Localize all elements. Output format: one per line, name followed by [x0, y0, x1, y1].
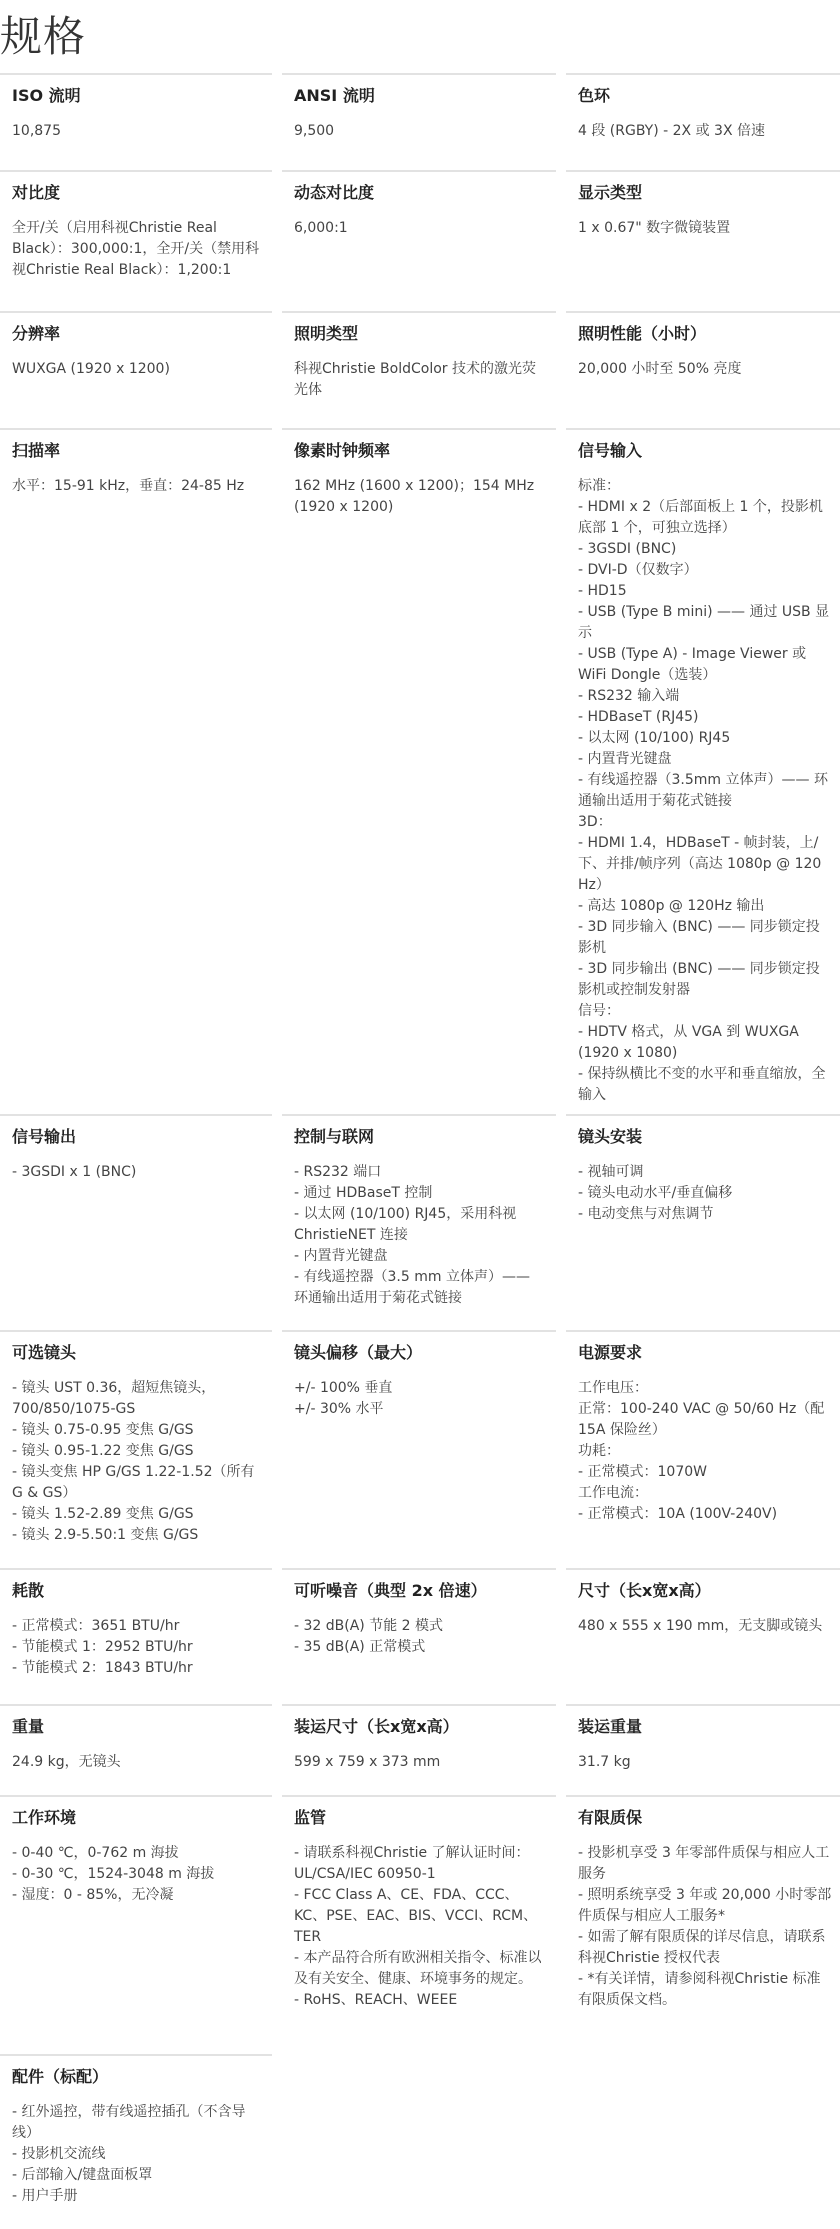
spec-value: - 视轴可调 - 镜头电动水平/垂直偏移 - 电动变焦与对焦调节: [578, 1164, 733, 1222]
spec-heat-dissipation: [0, 1568, 272, 1679]
spec-label: 装运重量: [578, 1717, 643, 1736]
spec-value: 科视Christie BoldColor 技术的激光荧光体: [294, 361, 536, 398]
spec-value: 标准： - HDMI x 2（后部面板上 1 个，投影机底部 1 个，可独立选择） - 3GSDI (BNC) - DVI-D（仅数字） - HD15 - USB (Type B mini) —— 通过 USB 显示 - USB (Type A) - Image Viewer 或 WiFi Dongle（选装） - RS232 输入端 - HDBaseT (RJ45) - 以太网 (10/100) RJ45 - 内置背光键盘 - 有线遥控器（3.5mm 立体声）—— 环通输出适用于菊花式链接 3D： - HDMI 1.4，HDBaseT - 帧封装，上/下、并排/帧序列（高达 1080p @ 120 Hz） - 高达 1080p @ 120Hz 输出 - 3D 同步输入 (BNC) —— 同步锁定投影机 - 3D 同步输出 (BNC) —— 同步锁定投影机或控制发射器 信号： - HDTV 格式，从 VGA 到 WUXGA (1920 x 1080) - 保持纵横比不变的水平和垂直缩放，全输入: [578, 478, 830, 1103]
spec-label: 可选镜头: [12, 1343, 77, 1362]
spec-shipping-dimensions: [282, 1704, 556, 1773]
spec-label: 动态对比度: [294, 183, 375, 202]
spec-audible-noise: [282, 1568, 556, 1658]
spec-label: 监管: [294, 1808, 327, 1827]
spec-label: 电源要求: [578, 1343, 643, 1362]
spec-label: ISO 流明: [12, 86, 81, 105]
spec-label: 有限质保: [578, 1808, 643, 1827]
spec-scan-rate: [0, 428, 272, 497]
spec-value: - 32 dB(A) 节能 2 模式 - 35 dB(A) 正常模式: [294, 1618, 444, 1655]
spec-value: - 正常模式：3651 BTU/hr - 节能模式 1：2952 BTU/hr - 节能模式 2：1843 BTU/hr: [12, 1618, 193, 1676]
spec-control-networking: [282, 1114, 556, 1309]
spec-value: 162 MHz (1600 x 1200)；154 MHz (1920 x 1200): [294, 478, 535, 515]
spec-label: 像素时钟频率: [294, 441, 391, 460]
spec-iso-lumens: [0, 73, 272, 142]
spec-label: 耗散: [12, 1581, 45, 1600]
spec-signal-output: [0, 1114, 272, 1183]
spec-label: 可听噪音（典型 2x 倍速）: [294, 1581, 487, 1600]
spec-value: 1 x 0.67" 数字微镜装置: [578, 220, 731, 236]
spec-resolution: [0, 311, 272, 380]
spec-value: WUXGA (1920 x 1200): [12, 361, 170, 377]
spec-value: 20,000 小时至 50% 亮度: [578, 361, 742, 377]
spec-value: 工作电压： 正常：100-240 VAC @ 50/60 Hz（配 15A 保险丝） 功耗： - 正常模式：1070W 工作电流： - 正常模式：10A (100V-240V): [578, 1380, 825, 1522]
spec-label: 扫描率: [12, 441, 61, 460]
spec-label: 对比度: [12, 183, 61, 202]
spec-ansi-lumens: [282, 73, 556, 142]
spec-value: - 0-40 ℃，0-762 m 海拔 - 0-30 ℃，1524-3048 m 海拔 - 湿度：0 - 85%，无冷凝: [12, 1845, 215, 1903]
spec-lens-mount: [566, 1114, 840, 1225]
spec-label: 照明类型: [294, 324, 359, 343]
spec-dimensions: [566, 1568, 840, 1637]
spec-label: 装运尺寸（长x宽x高）: [294, 1717, 459, 1736]
spec-value: 全开/关（启用科视Christie Real Black）：300,000:1，全开/关（禁用科视Christie Real Black）：1,200:1: [12, 220, 260, 278]
spec-warranty: [566, 1795, 840, 2011]
spec-value: 水平：15-91 kHz，垂直：24-85 Hz: [12, 478, 245, 494]
spec-dynamic-contrast: [282, 170, 556, 239]
spec-value: 4 段 (RGBY) - 2X 或 3X 倍速: [578, 123, 765, 139]
spec-shipping-weight: [566, 1704, 840, 1773]
spec-label: 信号输出: [12, 1127, 77, 1146]
spec-weight: [0, 1704, 272, 1773]
spec-label: 控制与联网: [294, 1127, 375, 1146]
spec-signal-input: [566, 428, 840, 1106]
spec-label: 配件（标配）: [12, 2067, 109, 2086]
spec-display-type: [566, 170, 840, 239]
spec-label: 色环: [578, 86, 611, 105]
spec-label: 信号输入: [578, 441, 643, 460]
spec-value: - 红外遥控，带有线遥控插孔（不含导线） - 投影机交流线 - 后部输入/键盘面板罩 - 用户手册: [12, 2104, 246, 2204]
spec-operating-environment: [0, 1795, 272, 1906]
spec-value: 9,500: [294, 123, 335, 139]
spec-value: 31.7 kg: [578, 1754, 631, 1770]
spec-pixel-clock: [282, 428, 556, 518]
spec-value: - RS232 端口 - 通过 HDBaseT 控制 - 以太网 (10/100) RJ45，采用科视ChristieNET 连接 - 内置背光键盘 - 有线遥控器（3.5 mm 立体声）—— 环通输出适用于菊花式链接: [294, 1164, 530, 1306]
spec-label: 重量: [12, 1717, 45, 1736]
spec-illumination-life: [566, 311, 840, 380]
spec-illumination-type: [282, 311, 556, 401]
spec-power: [566, 1330, 840, 1525]
spec-label: 显示类型: [578, 183, 643, 202]
spec-value: 6,000:1: [294, 220, 348, 236]
spec-regulatory: [282, 1795, 556, 2011]
spec-color-wheel: [566, 73, 840, 142]
spec-label: 镜头安装: [578, 1127, 643, 1146]
spec-value: - 镜头 UST 0.36，超短焦镜头，700/850/1075-GS - 镜头 0.75-0.95 变焦 G/GS - 镜头 0.95-1.22 变焦 G/GS - 镜头变焦 HP G/GS 1.22-1.52（所有 G & GS） - 镜头 1.52-2.89 变焦 G/GS - 镜头 2.9-5.50:1 变焦 G/GS: [12, 1380, 255, 1543]
spec-label: 照明性能（小时）: [578, 324, 707, 343]
spec-value: - 请联系科视Christie 了解认证时间：UL/CSA/IEC 60950-1 - FCC Class A、CE、FDA、CCC、KC、PSE、EAC、BIS、VCCI、RCM、TER - 本产品符合所有欧洲相关指令、标准以及有关安全、健康、环境事务的规定。 - RoHS、REACH、WEEE: [294, 1845, 542, 2008]
spec-label: 分辨率: [12, 324, 61, 343]
spec-value: - 3GSDI x 1 (BNC): [12, 1164, 137, 1180]
spec-contrast: [0, 170, 272, 281]
spec-value: 599 x 759 x 373 mm: [294, 1754, 441, 1770]
spec-label: 镜头偏移（最大）: [294, 1343, 423, 1362]
spec-accessories: [0, 2054, 272, 2207]
page-title: 规格: [0, 12, 87, 61]
spec-optional-lenses: [0, 1330, 272, 1546]
spec-label: 尺寸（长x宽x高）: [578, 1581, 711, 1600]
spec-lens-shift: [282, 1330, 556, 1420]
spec-value: - 投影机享受 3 年零部件质保与相应人工服务 - 照明系统享受 3 年或 20,000 小时零部件质保与相应人工服务* - 如需了解有限质保的详尽信息，请联系科视Christie 授权代表 - *有关详情，请参阅科视Christie 标准有限质保文档。: [578, 1845, 832, 2008]
spec-label: ANSI 流明: [294, 86, 375, 105]
spec-value: 10,875: [12, 123, 61, 139]
spec-value: 480 x 555 x 190 mm，无支脚或镜头: [578, 1618, 823, 1634]
spec-value: 24.9 kg，无镜头: [12, 1754, 121, 1770]
spec-value: +/- 100% 垂直 +/- 30% 水平: [294, 1380, 393, 1417]
spec-label: 工作环境: [12, 1808, 77, 1827]
